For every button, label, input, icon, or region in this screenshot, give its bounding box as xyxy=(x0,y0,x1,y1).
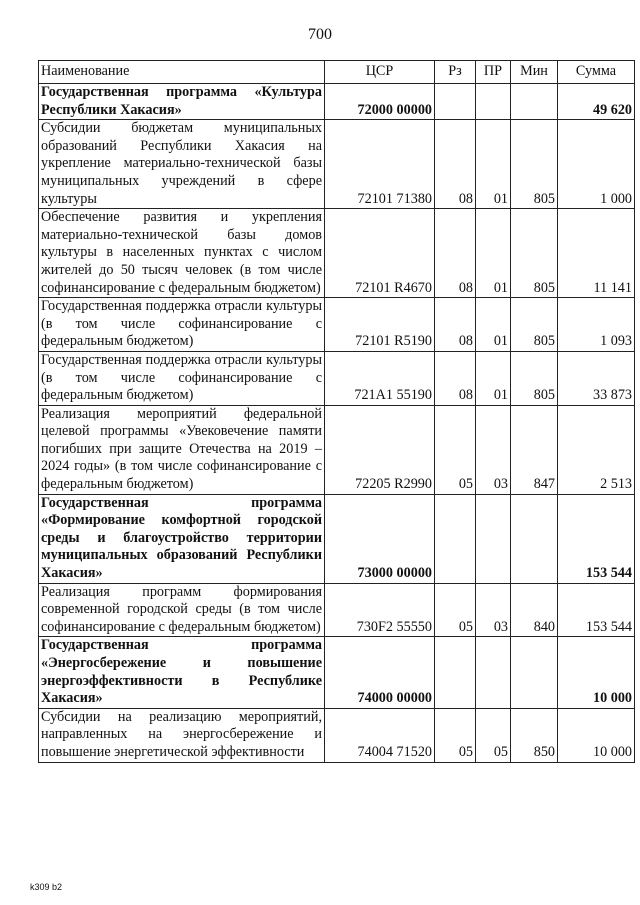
cell-sum: 2 513 xyxy=(558,405,635,494)
cell-name: Государственная поддержка отрасли культуры (в том числе софинансирование с федеральным бюджетом) xyxy=(39,351,325,405)
cell-sum: 1 000 xyxy=(558,120,635,209)
cell-rz: 08 xyxy=(435,209,476,298)
cell-rz: 08 xyxy=(435,298,476,352)
table-row xyxy=(39,583,635,637)
cell-csr: 72205 R2990 xyxy=(325,405,435,494)
cell-sum: 153 544 xyxy=(558,494,635,583)
header-min: Мин xyxy=(511,61,558,84)
cell-name: Государственная программа «Энергосбережение и повышение энергоэффективности в Республике Хакасия» xyxy=(39,637,325,708)
cell-name: Субсидии бюджетам муниципальных образований Республики Хакасия на укрепление материально-технической базы муниципальных учреждений в сфере культуры xyxy=(39,120,325,209)
cell-pr: 01 xyxy=(476,209,511,298)
header-pr: ПР xyxy=(476,61,511,84)
table-row xyxy=(39,120,635,209)
cell-csr: 721A1 55190 xyxy=(325,351,435,405)
cell-sum: 1 093 xyxy=(558,298,635,352)
header-name: Наименование xyxy=(39,61,325,84)
cell-min: 840 xyxy=(511,583,558,637)
table-body xyxy=(39,84,635,763)
page-number: 700 xyxy=(308,26,332,43)
cell-pr: 03 xyxy=(476,583,511,637)
cell-csr: 74000 00000 xyxy=(325,637,435,708)
cell-csr: 72101 71380 xyxy=(325,120,435,209)
header-rz: Рз xyxy=(435,61,476,84)
cell-sum: 153 544 xyxy=(558,583,635,637)
table-row xyxy=(39,708,635,762)
cell-rz: 08 xyxy=(435,120,476,209)
cell-pr: 01 xyxy=(476,298,511,352)
cell-name: Реализация мероприятий федеральной целевой программы «Увековечение памяти погибших при защите Отечества на 2019 – 2024 годы» (в том числе софинансирование с федеральным бюджетом) xyxy=(39,405,325,494)
cell-pr xyxy=(476,84,511,120)
cell-rz: 05 xyxy=(435,583,476,637)
cell-csr: 73000 00000 xyxy=(325,494,435,583)
cell-rz: 05 xyxy=(435,708,476,762)
cell-name: Обеспечение развития и укрепления материально-технической базы домов культуры в населенных пунктах с числом жителей до 50 тысяч человек (в том числе софинансирование с федеральным бюджетом) xyxy=(39,209,325,298)
cell-csr: 72000 00000 xyxy=(325,84,435,120)
cell-min: 850 xyxy=(511,708,558,762)
table-row xyxy=(39,298,635,352)
cell-csr: 72101 R5190 xyxy=(325,298,435,352)
cell-min: 805 xyxy=(511,298,558,352)
cell-name: Государственная программа «Культура Республики Хакасия» xyxy=(39,84,325,120)
cell-name: Государственная программа «Формирование комфортной городской среды и благоустройство территории муниципальных образований Республики Хакасия» xyxy=(39,494,325,583)
cell-rz xyxy=(435,637,476,708)
cell-min xyxy=(511,637,558,708)
table-row xyxy=(39,637,635,708)
cell-name: Реализация программ формирования современной городской среды (в том числе софинансирование с федеральным бюджетом) xyxy=(39,583,325,637)
cell-min: 847 xyxy=(511,405,558,494)
table-row xyxy=(39,209,635,298)
table-row xyxy=(39,351,635,405)
cell-min: 805 xyxy=(511,120,558,209)
table-row xyxy=(39,494,635,583)
cell-rz: 08 xyxy=(435,351,476,405)
header-sum: Сумма xyxy=(558,61,635,84)
cell-pr: 03 xyxy=(476,405,511,494)
cell-sum: 10 000 xyxy=(558,637,635,708)
cell-sum: 11 141 xyxy=(558,209,635,298)
cell-sum: 10 000 xyxy=(558,708,635,762)
cell-name: Государственная поддержка отрасли культуры (в том числе софинансирование с федеральным бюджетом) xyxy=(39,298,325,352)
cell-sum: 49 620 xyxy=(558,84,635,120)
cell-name: Субсидии на реализацию мероприятий, направленных на энергосбережение и повышение энергетической эффективности xyxy=(39,708,325,762)
cell-rz xyxy=(435,84,476,120)
cell-min xyxy=(511,84,558,120)
cell-csr: 74004 71520 xyxy=(325,708,435,762)
cell-csr: 730F2 55550 xyxy=(325,583,435,637)
cell-min: 805 xyxy=(511,351,558,405)
cell-sum: 33 873 xyxy=(558,351,635,405)
table-row xyxy=(39,405,635,494)
cell-rz: 05 xyxy=(435,405,476,494)
cell-rz xyxy=(435,494,476,583)
budget-table xyxy=(38,60,635,763)
table-header-row xyxy=(39,61,635,84)
cell-pr: 05 xyxy=(476,708,511,762)
cell-min: 805 xyxy=(511,209,558,298)
table-row xyxy=(39,84,635,120)
cell-csr: 72101 R4670 xyxy=(325,209,435,298)
cell-pr xyxy=(476,637,511,708)
cell-pr xyxy=(476,494,511,583)
cell-min xyxy=(511,494,558,583)
cell-pr: 01 xyxy=(476,351,511,405)
footer-code: k309 b2 xyxy=(30,882,63,892)
header-csr: ЦСР xyxy=(325,61,435,84)
cell-pr: 01 xyxy=(476,120,511,209)
